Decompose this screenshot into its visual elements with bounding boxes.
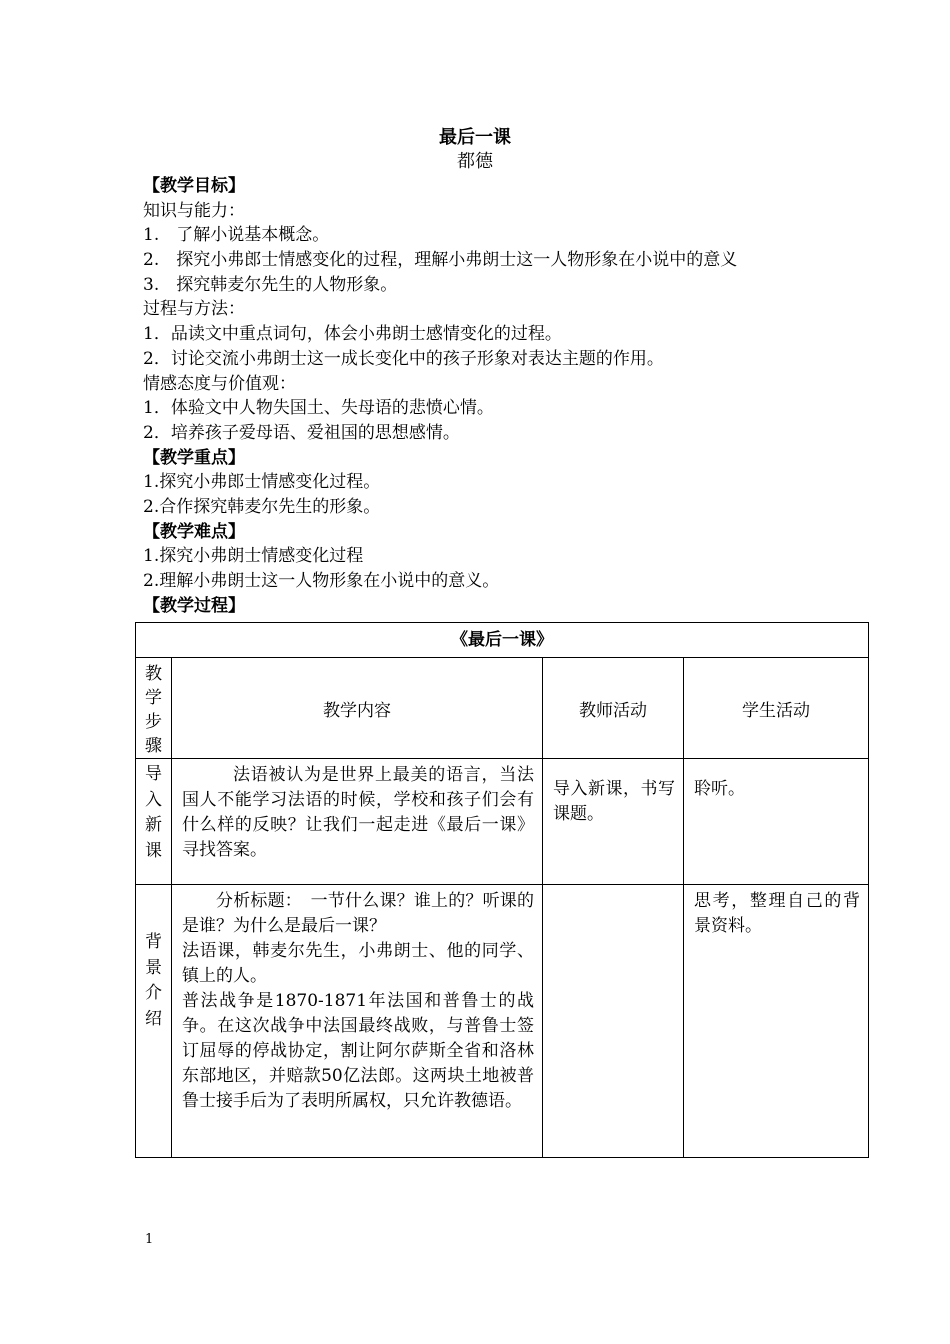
- table-row: [136, 759, 869, 885]
- document-title: 最后一课: [439, 127, 511, 148]
- step-label: 导入新课: [145, 764, 162, 861]
- page-number: 1: [145, 1232, 154, 1247]
- content-cell: [172, 885, 543, 1158]
- key-point-item: 2.合作探究韩麦尔先生的形象。: [143, 496, 381, 517]
- knowledge-item: 1. 了解小说基本概念。: [143, 225, 330, 246]
- content-paragraph: 分析标题： 一节什么课？谁上的？听课的是谁？为什么是最后一课？: [182, 891, 534, 936]
- key-points-heading: 【教学重点】: [143, 447, 245, 468]
- process-item: 1．品读文中重点词句，体会小弗朗士感情变化的过程。: [143, 324, 562, 345]
- process-item: 2．讨论交流小弗朗士这一成长变化中的孩子形象对表达主题的作用。: [143, 348, 664, 369]
- header-step: [136, 658, 172, 759]
- lesson-plan-body: [143, 174, 863, 618]
- knowledge-item: 3. 探究韩麦尔先生的人物形象。: [143, 274, 398, 295]
- objectives-heading: 【教学目标】: [143, 176, 245, 196]
- table-caption: 《最后一课》: [136, 623, 869, 658]
- process-label: 过程与方法：: [143, 299, 245, 320]
- header-step-label: 教学步骤: [145, 664, 162, 756]
- header-content: 教学内容: [172, 658, 543, 759]
- difficulties-heading: 【教学难点】: [143, 521, 245, 542]
- content-paragraph: 法语被认为是世界上最美的语言，当法国人不能学习法语的时候，学校和孩子们会有什么样的反映？让我们一起走进《最后一课》寻找答案。: [182, 765, 534, 860]
- student-cell: 思考，整理自己的背景资料。: [684, 885, 869, 1158]
- attitude-label: 情感态度与价值观：: [143, 373, 296, 394]
- table-caption-row: [136, 623, 869, 658]
- table-header-row: [136, 658, 869, 759]
- teacher-cell: [543, 885, 684, 1158]
- document-author: 都德: [457, 151, 493, 172]
- difficulty-item: 2.理解小弗朗士这一人物形象在小说中的意义。: [143, 571, 500, 591]
- student-cell: 聆听。: [684, 759, 869, 885]
- difficulty-item: 1.探究小弗朗士情感变化过程: [143, 546, 364, 567]
- step-cell: [136, 759, 172, 885]
- step-cell: [136, 885, 172, 1158]
- step-label: 背景介绍: [145, 932, 162, 1029]
- content-paragraph: 法语课，韩麦尔先生，小弗朗士、他的同学、镇上的人。: [182, 941, 534, 986]
- attitude-item: 2．培养孩子爱母语、爱祖国的思想感情。: [143, 422, 460, 443]
- teacher-cell: 导入新课，书写课题。: [543, 759, 684, 885]
- knowledge-label: 知识与能力：: [143, 200, 245, 221]
- process-heading: 【教学过程】: [143, 595, 245, 616]
- content-cell: [172, 759, 543, 885]
- key-point-item: 1.探究小弗郎士情感变化过程。: [143, 472, 381, 493]
- content-paragraph: 普法战争是1870-1871年法国和普鲁士的战争。在这次战争中法国最终战败，与普鲁士签订屈辱的停战协定，割让阿尔萨斯全省和洛林东部地区，并赔款50亿法郎。这两块土地被普鲁士接手后为了表明所属权，只允许教德语。: [182, 991, 534, 1111]
- attitude-item: 1．体验文中人物失国土、失母语的悲愤心情。: [143, 398, 494, 419]
- header-teacher: 教师活动: [543, 658, 684, 759]
- header-student: 学生活动: [684, 658, 869, 759]
- table-row: [136, 885, 869, 1158]
- teaching-process-table: [135, 622, 869, 1158]
- knowledge-item: 2. 探究小弗郎士情感变化的过程，理解小弗朗士这一人物形象在小说中的意义: [143, 250, 738, 271]
